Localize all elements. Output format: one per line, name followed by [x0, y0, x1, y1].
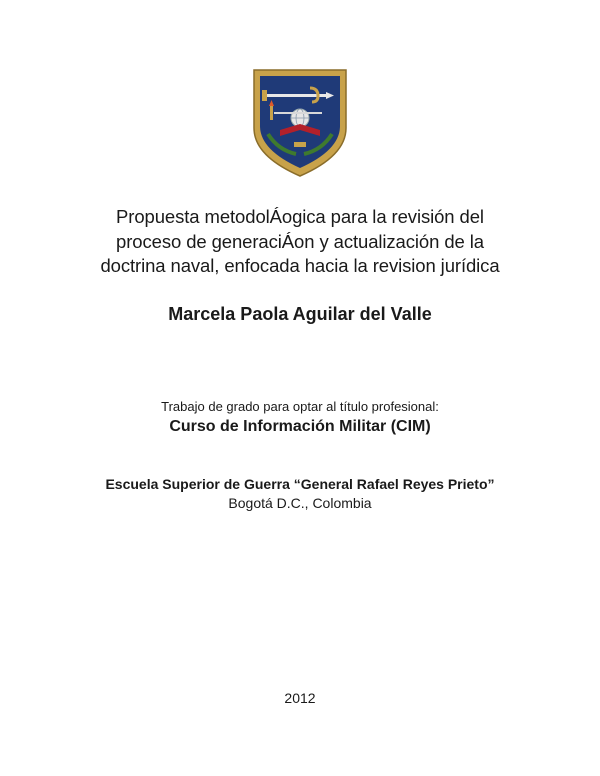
- title-line: Propuesta metodolÁogica para la revisión del: [116, 206, 484, 227]
- author-name: Marcela Paola Aguilar del Valle: [168, 304, 432, 324]
- course-name: Curso de Información Militar (CIM): [169, 418, 431, 435]
- naval-war-school-crest-icon: [252, 68, 348, 178]
- location: Bogotá D.C., Colombia: [228, 495, 372, 511]
- title-line: proceso de generaciÁon y actualización de la: [116, 230, 484, 252]
- degree-purpose: Trabajo de grado para optar al título profesional:: [161, 399, 439, 414]
- year: 2012: [284, 690, 316, 706]
- title-line: doctrina naval, enfocada hacia la revision jurídica: [100, 255, 500, 276]
- thesis-title: [0, 205, 600, 279]
- institution-name: Escuela Superior de Guerra “General Rafael Reyes Prieto”: [105, 476, 495, 492]
